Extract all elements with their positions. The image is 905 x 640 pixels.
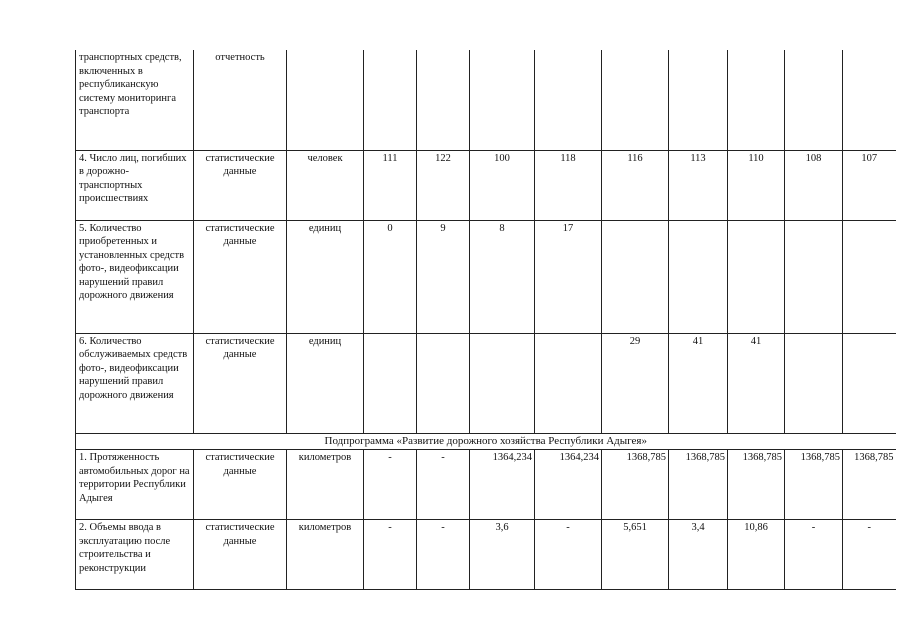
- table-row: [76, 450, 896, 520]
- value-cell: 1368,785: [669, 450, 728, 520]
- data-source: статистические данные: [194, 220, 287, 333]
- value-cell: [602, 220, 669, 333]
- value-cell: [843, 50, 896, 150]
- value-cell: 41: [669, 333, 728, 433]
- value-cell: 17: [535, 220, 602, 333]
- value-cell: 122: [417, 150, 470, 220]
- value-cell: 1364,234: [535, 450, 602, 520]
- indicator-name: 1. Протяженность автомобильных дорог на территории Республики Адыгея: [76, 450, 194, 520]
- table-row: [76, 220, 896, 333]
- unit-cell: километров: [287, 450, 364, 520]
- value-cell: 108: [785, 150, 843, 220]
- value-cell: [728, 50, 785, 150]
- section-title: Подпрограмма «Развитие дорожного хозяйства Республики Адыгея»: [76, 433, 896, 450]
- data-source: статистические данные: [194, 520, 287, 590]
- value-cell: 116: [602, 150, 669, 220]
- unit-cell: [287, 50, 364, 150]
- value-cell: 100: [470, 150, 535, 220]
- value-cell: 1368,785: [843, 450, 896, 520]
- value-cell: 3,4: [669, 520, 728, 590]
- value-cell: [417, 50, 470, 150]
- value-cell: -: [417, 520, 470, 590]
- indicator-name: 6. Количество обслуживаемых средств фото-, видеофиксации нарушений правил дорожного движения: [76, 333, 194, 433]
- data-source: отчетность: [194, 50, 287, 150]
- value-cell: -: [843, 520, 896, 590]
- value-cell: -: [364, 520, 417, 590]
- value-cell: [602, 50, 669, 150]
- value-cell: 1368,785: [728, 450, 785, 520]
- value-cell: [669, 50, 728, 150]
- value-cell: [669, 220, 728, 333]
- value-cell: [364, 333, 417, 433]
- unit-cell: единиц: [287, 220, 364, 333]
- value-cell: [470, 50, 535, 150]
- indicator-name: 2. Объемы ввода в эксплуатацию после строительства и реконструкции: [76, 520, 194, 590]
- value-cell: -: [417, 450, 470, 520]
- value-cell: 110: [728, 150, 785, 220]
- value-cell: 5,651: [602, 520, 669, 590]
- value-cell: [535, 333, 602, 433]
- value-cell: 41: [728, 333, 785, 433]
- value-cell: [728, 220, 785, 333]
- value-cell: [417, 333, 470, 433]
- value-cell: 107: [843, 150, 896, 220]
- indicator-name: 4. Число лиц, погибших в дорожно-транспортных происшествиях: [76, 150, 194, 220]
- value-cell: 1364,234: [470, 450, 535, 520]
- value-cell: -: [535, 520, 602, 590]
- indicators-table: [75, 50, 896, 590]
- value-cell: 111: [364, 150, 417, 220]
- value-cell: 0: [364, 220, 417, 333]
- value-cell: -: [364, 450, 417, 520]
- data-source: статистические данные: [194, 450, 287, 520]
- value-cell: [364, 50, 417, 150]
- value-cell: [470, 333, 535, 433]
- value-cell: 10,86: [728, 520, 785, 590]
- value-cell: 113: [669, 150, 728, 220]
- value-cell: 8: [470, 220, 535, 333]
- value-cell: [785, 50, 843, 150]
- value-cell: 1368,785: [785, 450, 843, 520]
- value-cell: -: [785, 520, 843, 590]
- indicator-name: транспортных средств, включенных в республиканскую систему мониторинга транспорта: [76, 50, 194, 150]
- value-cell: [843, 333, 896, 433]
- data-source: статистические данные: [194, 333, 287, 433]
- value-cell: 3,6: [470, 520, 535, 590]
- value-cell: 118: [535, 150, 602, 220]
- table-row: [76, 333, 896, 433]
- value-cell: 9: [417, 220, 470, 333]
- table-row: [76, 520, 896, 590]
- table-row: [76, 50, 896, 150]
- value-cell: 29: [602, 333, 669, 433]
- unit-cell: человек: [287, 150, 364, 220]
- data-source: статистические данные: [194, 150, 287, 220]
- unit-cell: единиц: [287, 333, 364, 433]
- unit-cell: километров: [287, 520, 364, 590]
- value-cell: 1368,785: [602, 450, 669, 520]
- value-cell: [785, 220, 843, 333]
- indicator-name: 5. Количество приобретенных и установленных средств фото-, видеофиксации нарушений правил дорожного движения: [76, 220, 194, 333]
- value-cell: [785, 333, 843, 433]
- table-row: [76, 150, 896, 220]
- value-cell: [535, 50, 602, 150]
- section-row: [76, 433, 896, 450]
- value-cell: [843, 220, 896, 333]
